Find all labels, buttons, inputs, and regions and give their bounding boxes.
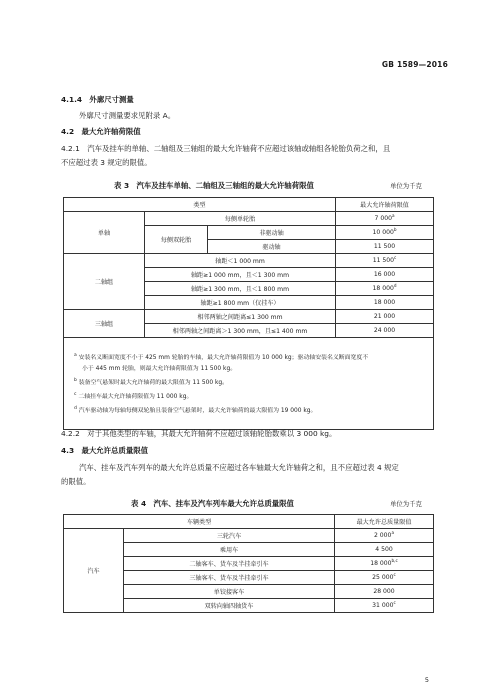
table3-note-d: $^d$ 汽车驱动轴为每轴每侧双轮胎且装备空气悬架时，最大允许轴荷的最大限值为 19 000 kg。	[74, 406, 317, 414]
table-row	[64, 515, 434, 529]
table3-note-b: $^b$ 装备空气悬架时最大允许轴荷的最大限值为 11 500 kg。	[74, 378, 229, 386]
table4-row-label: 三轮汽车	[124, 529, 335, 543]
non-drive-axle-value: 10 000$^b$	[336, 226, 434, 240]
table-row	[64, 310, 434, 324]
table-row	[64, 254, 434, 268]
tandem-r3-label: 轴距≥1 300 mm，且＜1 800 mm	[145, 282, 336, 296]
tridem-r2-label: 相邻两轴之间距离＞1 300 mm，且≤1 400 mm	[145, 324, 336, 338]
table3-note-c: $^c$ 二轴挂车最大允许轴荷限值为 11 000 kg。	[74, 392, 193, 400]
page-number: 5	[424, 676, 429, 684]
section-4-2-2-body: 4.2.2 对于其他类型的车轴，其最大允许轴荷不应超过该轴轮胎数乘以 3 000 kg。	[61, 429, 337, 438]
table-row	[64, 198, 434, 212]
section-4-3-line1: 汽车、挂车及汽车列车的最大允许总质量不应超过各车轴最大允许轴荷之和，且不应超过表 4 规定	[79, 463, 399, 472]
table3-header-type: 类型	[64, 198, 336, 212]
table4-row-value: 28 000	[335, 585, 434, 599]
table4-row-label: 三轴客车、货车及半挂牵引车	[124, 571, 335, 585]
single-tire-label: 每侧单轮胎	[145, 212, 336, 226]
section-4-2-1-line2: 不应超过表 3 规定的限值。	[61, 158, 152, 167]
table4-row-value: 31 000$^c$	[335, 599, 434, 613]
table-row	[64, 212, 434, 226]
table3-caption: 表 3 汽车及挂车单轴、二轴组及三轴组的最大允许轴荷限值	[114, 181, 314, 190]
drive-axle-value: 11 500	[336, 240, 434, 254]
table3-header-limit: 最大允许轴荷限值	[336, 198, 434, 212]
standard-code: GB 1589—2016	[381, 60, 448, 69]
table-row	[64, 529, 434, 543]
tandem-r2-value: 16 000	[336, 268, 434, 282]
tandem-label: 二轴组	[64, 254, 145, 310]
tandem-r4-label: 轴距≥1 800 mm（仅挂车）	[145, 296, 336, 310]
tandem-r1-value: 11 500$^c$	[336, 254, 434, 268]
section-4-1-4-heading: 4.1.4 外廓尺寸测量	[61, 95, 134, 104]
table4-row-value: 18 000$^{b,c}$	[335, 557, 434, 571]
section-4-1-4-body: 外廓尺寸测量要求见附录 A。	[79, 111, 176, 120]
single-tire-value: 7 000$^a$	[336, 212, 434, 226]
vehicle-group-label: 汽车	[64, 529, 124, 613]
section-4-2-1-line1: 4.2.1 汽车及挂车的单轴、二轴组及三轴组的最大允许轴荷不应超过该轴或轴组各轮胎负荷之和，且	[61, 144, 391, 153]
section-4-3-heading: 4.3 最大允许总质量限值	[61, 446, 148, 455]
table4-row-value: 4 500	[335, 543, 434, 557]
dual-tire-label: 每侧双轮胎	[145, 226, 208, 254]
tridem-label: 三轴组	[64, 310, 145, 338]
table4-row-label: 双转向轴四轴货车	[124, 599, 335, 613]
table4-header-type: 车辆类型	[64, 515, 335, 529]
tandem-r3-value: 18 000$^d$	[336, 282, 434, 296]
table4-row-value: 2 000$^a$	[335, 529, 434, 543]
table4-row-label: 乘用车	[124, 543, 335, 557]
table4-row-value: 25 000$^c$	[335, 571, 434, 585]
table4-row-label: 单铰接客车	[124, 585, 335, 599]
table3-note-a: $^a$ 安装名义断面宽度不小于 425 mm 轮胎的车轴，最大允许轴荷限值为 10 000 kg；驱动轴安装名义断面宽度不	[74, 353, 369, 361]
section-4-2-heading: 4.2 最大允许轴荷限值	[61, 127, 141, 136]
tridem-r2-value: 24 000	[336, 324, 434, 338]
non-drive-axle-label: 非驱动轴	[208, 226, 336, 240]
tandem-r1-label: 轴距＜1 000 mm	[145, 254, 336, 268]
single-axle-label: 单轴	[64, 212, 145, 254]
table4-caption: 表 4 汽车、挂车及汽车列车最大允许总质量限值	[131, 499, 294, 508]
table3-note-a-cont: 小于 445 mm 轮胎，则最大允许轴荷限值为 11 500 kg。	[82, 366, 237, 372]
table4-row-label: 二轴客车、货车及半挂牵引车	[124, 557, 335, 571]
section-4-3-line2: 的限值。	[61, 477, 91, 486]
table4-header-limit: 最大允许总质量限值	[335, 515, 434, 529]
tridem-r1-value: 21 000	[336, 310, 434, 324]
gross-mass-table	[63, 514, 434, 613]
drive-axle-label: 驱动轴	[208, 240, 336, 254]
tridem-r1-label: 相邻两轴之间距离≤1 300 mm	[145, 310, 336, 324]
tandem-r4-value: 18 000	[336, 296, 434, 310]
table3-unit: 单位为千克	[390, 182, 422, 190]
table4-unit: 单位为千克	[390, 500, 422, 508]
tandem-r2-label: 轴距≥1 000 mm，且＜1 300 mm	[145, 268, 336, 282]
